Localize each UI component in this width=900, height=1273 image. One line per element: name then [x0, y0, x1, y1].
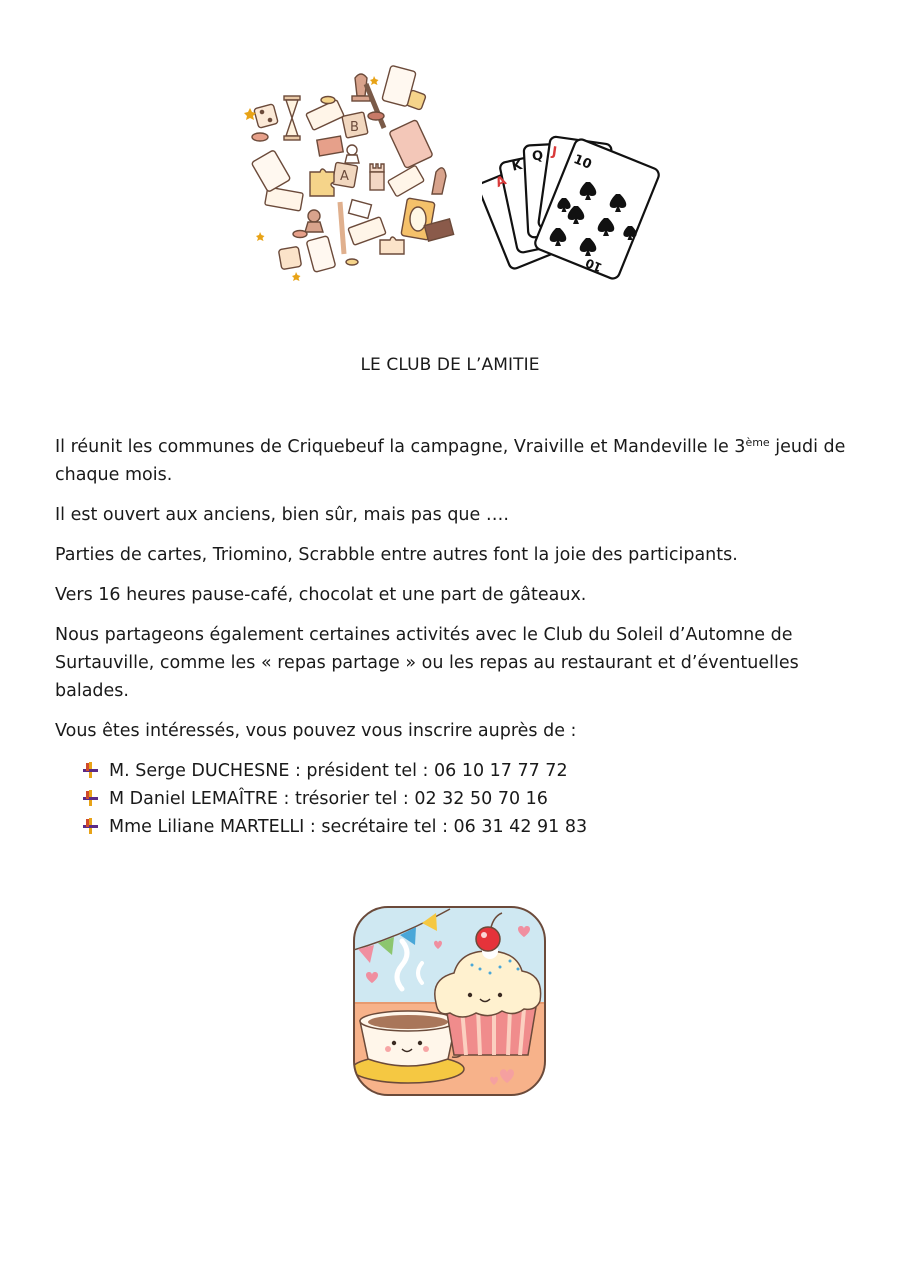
paragraph-signup: Vous êtes intéressés, vous pouvez vous inscrire auprès de : [55, 721, 577, 741]
contact-item [82, 813, 855, 841]
svg-text:B: B [350, 120, 359, 135]
contact-list [55, 757, 855, 841]
main-content [55, 433, 855, 841]
contact-secretary: Mme Liliane MARTELLI : secrétaire tel : 06 31 42 91 83 [109, 817, 588, 837]
svg-text:10: 10 [583, 255, 605, 275]
paragraph-coffee-break: Vers 16 heures pause-café, chocolat et une part de gâteaux. [55, 585, 587, 605]
cross-bullet-icon [82, 817, 100, 835]
paragraph-open-to: Il est ouvert aux anciens, bien sûr, mais pas que …. [55, 505, 509, 525]
svg-text:Q: Q [531, 148, 544, 165]
paragraph-activities: Nous partageons également certaines activités avec le Club du Soleil d’Automne de Surtauville, comme les « repas partage » ou les repas au restaurant et d’éventuelles balades. [55, 625, 799, 701]
svg-text:K: K [510, 157, 524, 175]
intro-paragraph [55, 433, 855, 489]
cross-bullet-icon [82, 789, 100, 807]
board-games-illustration [240, 62, 465, 287]
intro-text: Il réunit les communes de Criquebeuf la campagne, Vraiville et Mandeville le 3 [55, 437, 746, 457]
svg-text:J: J [550, 144, 558, 161]
intro-text-end: jeudi de chaque mois. [55, 437, 846, 485]
contact-treasurer: M Daniel LEMAÎTRE : trésorier tel : 02 32 50 70 16 [109, 789, 548, 809]
contact-president: M. Serge DUCHESNE : président tel : 06 10 17 77 72 [109, 761, 568, 781]
svg-text:A: A [493, 173, 509, 191]
contact-item [82, 785, 855, 813]
playing-cards-illustration [482, 134, 660, 282]
paragraph-games: Parties de cartes, Triomino, Scrabble entre autres font la joie des participants. [55, 545, 738, 565]
svg-text:10: 10 [571, 152, 594, 173]
svg-text:A: A [340, 169, 349, 184]
ordinal-suffix: ème [745, 435, 770, 449]
coffee-cupcake-illustration [350, 903, 549, 1099]
cross-bullet-icon [82, 761, 100, 779]
contact-item [82, 757, 855, 785]
page-title: LE CLUB DE L’AMITIE [360, 355, 540, 375]
